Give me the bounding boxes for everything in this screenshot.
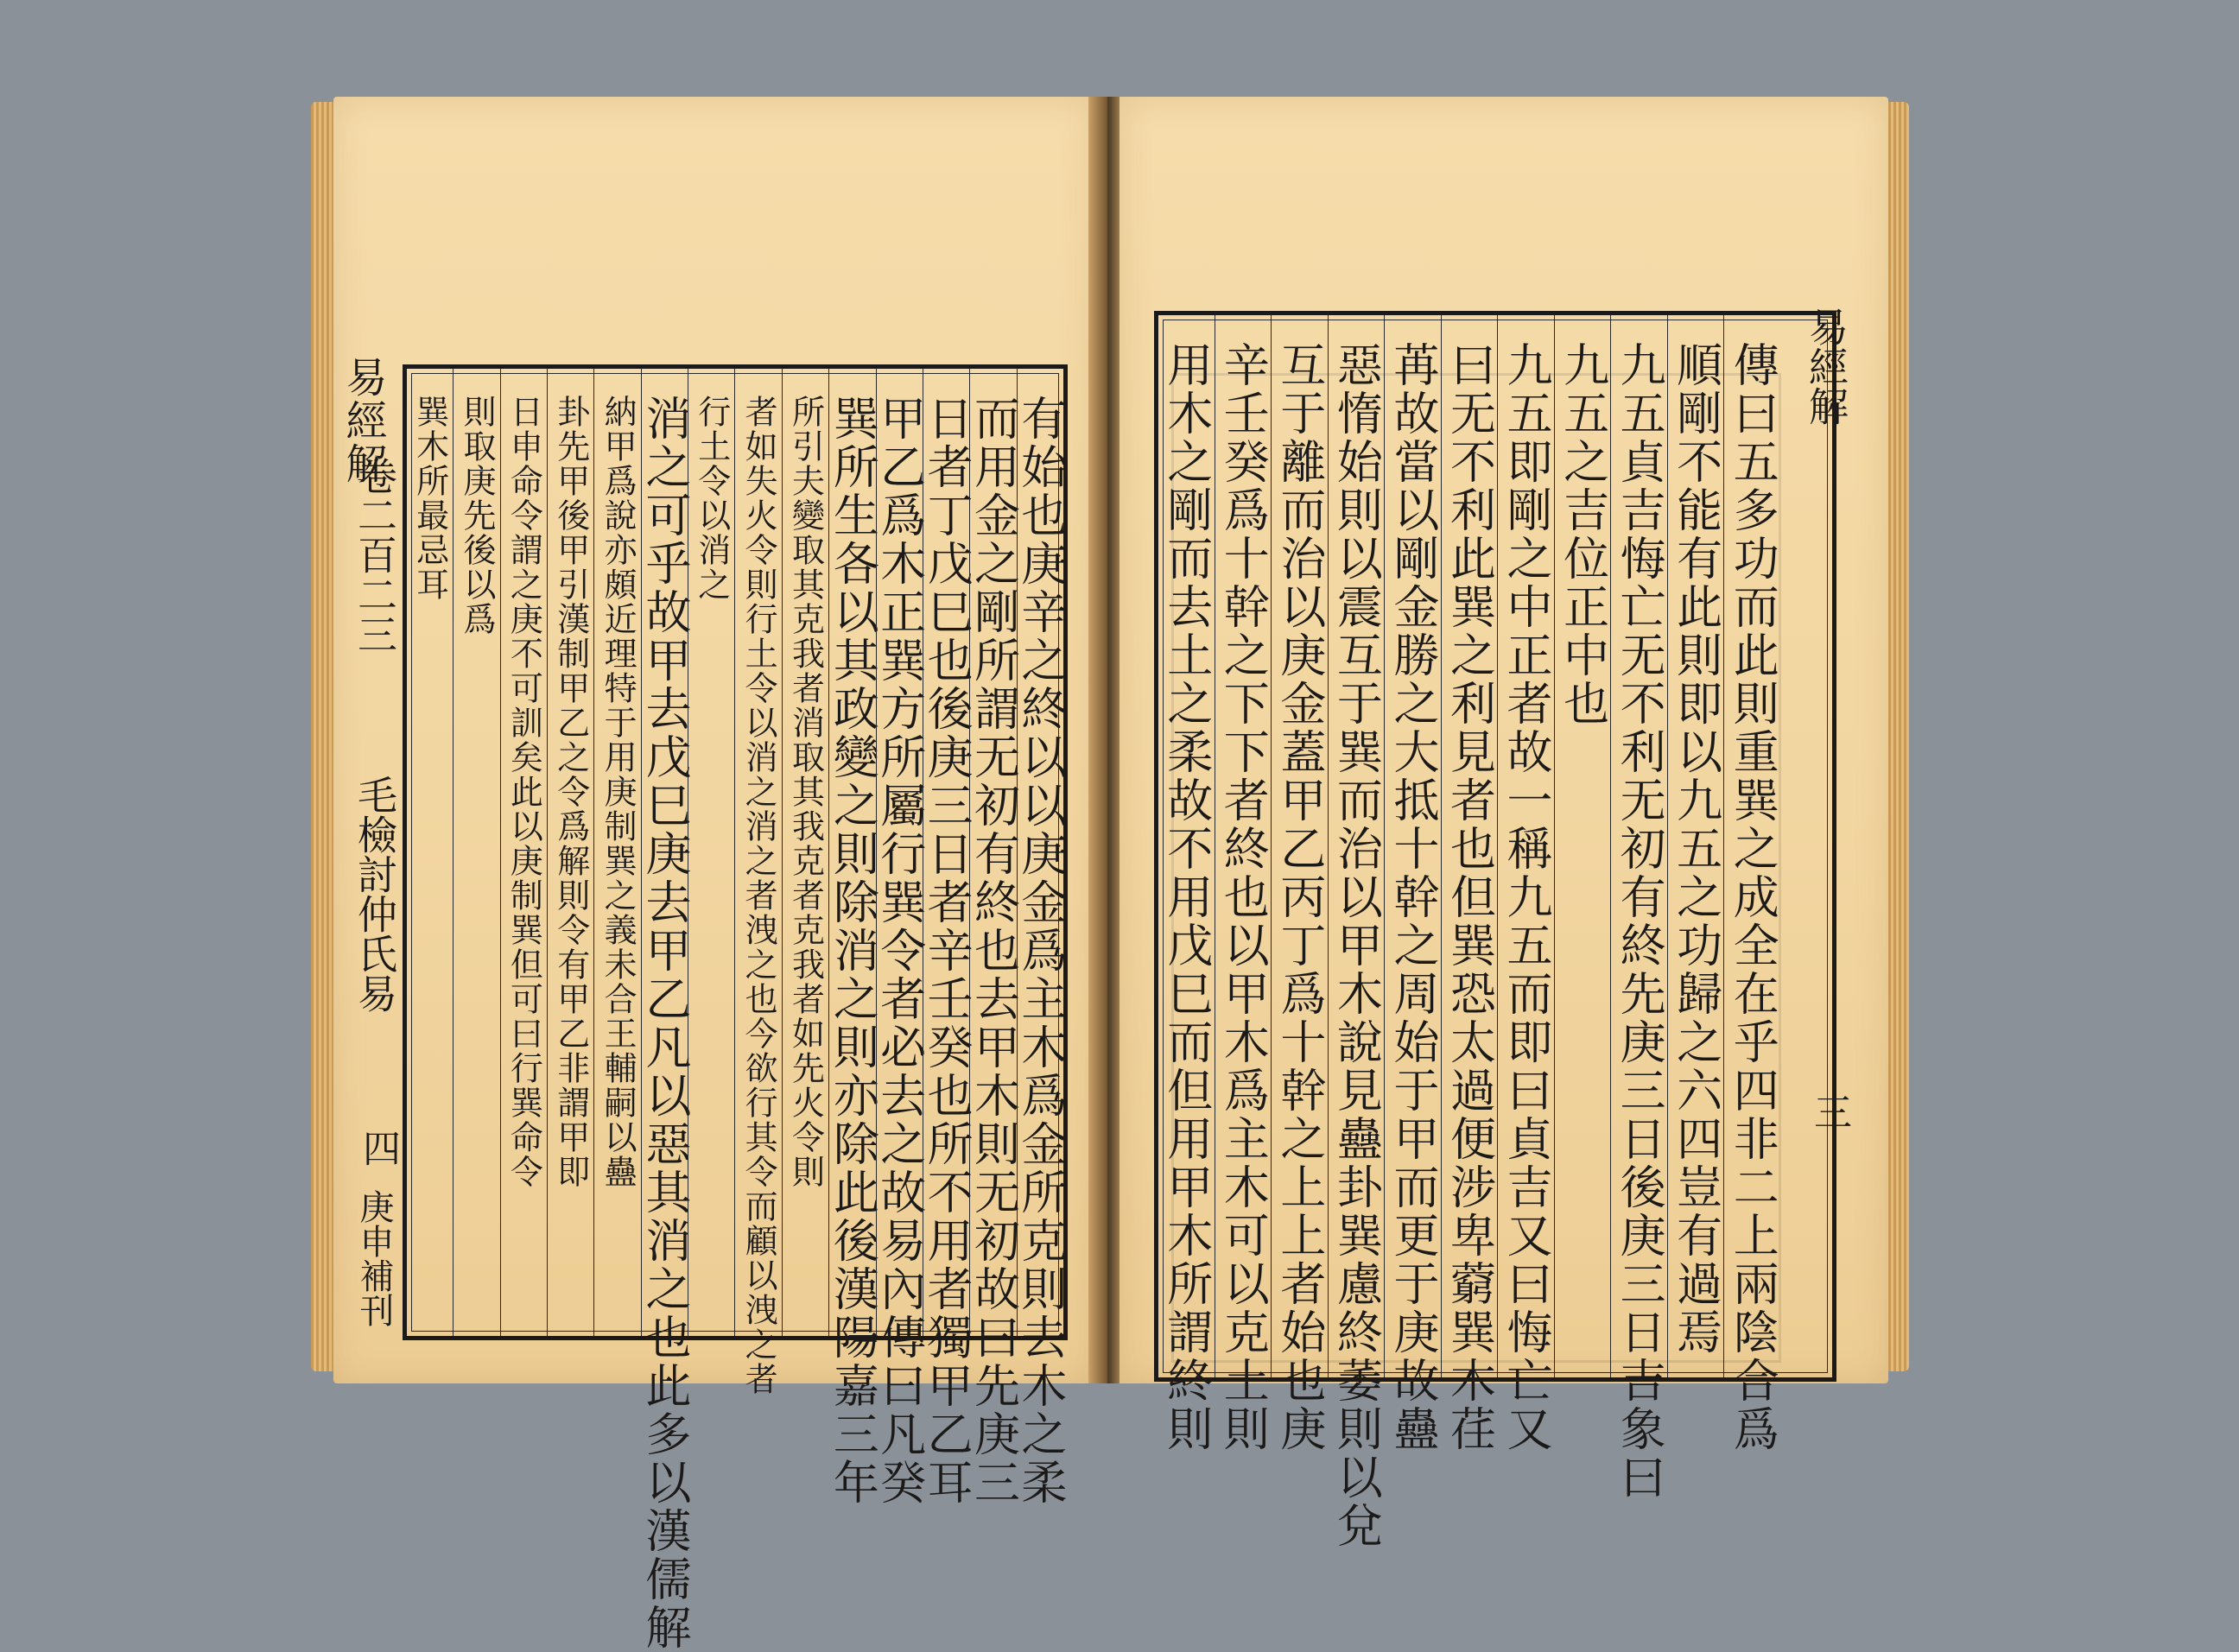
open-book <box>311 86 1909 1652</box>
text-column <box>872 369 926 1507</box>
text-column <box>1723 315 1780 1453</box>
text-column <box>547 369 593 1336</box>
text-column <box>593 369 640 1336</box>
column-text: 所引夫變取其克我者消取其我克者克我者如先火令則 <box>786 395 825 1189</box>
column-text: 用木之剛而去土之柔故不用戊巳而但用甲木所謂終則 <box>1159 341 1213 1453</box>
column-text: 九五之吉位正中也 <box>1556 341 1609 728</box>
left-volume-label: 卷二百二三 <box>352 455 398 654</box>
column-text: 曰无不利此巽之利見者也但巽恐太過便涉卑藭巽木荏 <box>1443 341 1496 1453</box>
text-column <box>1328 315 1385 1550</box>
column-text: 傳曰五多功而此則重巽之成全在乎四非二上兩陰合爲 <box>1726 341 1779 1453</box>
column-text: 九五即剛之中正者故一稱九五而即曰貞吉又曰悔亡又 <box>1500 341 1553 1453</box>
text-column <box>637 369 691 1652</box>
text-column <box>1554 315 1611 1377</box>
column-text: 日者丁戊巳也後庚三日者辛壬癸也所不用者獨甲乙耳 <box>920 395 974 1507</box>
column-text: 互于離而治以庚金蓋甲乙丙丁爲十幹之上上者始也庚 <box>1272 341 1326 1453</box>
column-text: 巽木所最忌耳 <box>410 395 449 602</box>
left-spine-title: 易經解 <box>339 356 387 485</box>
left-author-label: 毛檢討仲氏易 <box>352 775 398 1013</box>
text-column <box>782 369 828 1336</box>
right-spine-title: 易經解 <box>1803 307 1849 426</box>
text-column <box>967 369 1020 1507</box>
text-column <box>1215 315 1272 1453</box>
right-page <box>1120 97 1888 1550</box>
text-column <box>1610 315 1667 1502</box>
text-column <box>1158 315 1215 1453</box>
text-column <box>1013 369 1067 1507</box>
right-columns <box>1158 315 1780 1550</box>
text-column <box>688 369 734 1336</box>
column-text: 日申命令謂之庚不可訓矣此以庚制巽但可曰行巽命令 <box>504 395 543 1189</box>
right-page-number: 三 <box>1807 1092 1851 1130</box>
text-column <box>1271 315 1328 1453</box>
right-text-frame <box>1154 307 1851 1550</box>
column-text: 甲乙爲木正巽方所屬行巽令者必去之故易內傳曰凡癸 <box>872 395 926 1507</box>
column-text: 辛壬癸爲十幹之下下者終也以甲木爲主木可以克土則 <box>1216 341 1270 1453</box>
column-text: 順剛不能有此則即以九五之功歸之六四豈有過焉 <box>1669 341 1722 1357</box>
left-columns <box>407 369 1067 1652</box>
column-text: 則取庚先後以爲 <box>458 395 496 636</box>
text-column <box>1384 315 1441 1453</box>
text-column <box>1497 315 1554 1453</box>
text-column <box>1667 315 1724 1377</box>
text-column <box>920 369 974 1507</box>
text-column <box>500 369 547 1336</box>
column-text: 卦先甲後甲引漢制甲乙之令爲解則令有甲乙非謂甲即 <box>551 395 590 1189</box>
column-text: 苒故當以剛金勝之大抵十幹之周始于甲而更于庚故蠱 <box>1386 341 1439 1453</box>
column-text: 有始也庚辛之終以以庚金爲主木爲金所克則去木之柔 <box>1013 395 1067 1507</box>
text-column <box>826 369 879 1507</box>
text-column <box>734 369 781 1396</box>
left-footer-label: 庚申補刊 <box>354 1189 394 1327</box>
column-text: 者如失火令則行土令以消之消之者洩之也今欲行其令而顧以洩之者 <box>739 395 778 1396</box>
left-page <box>333 97 1094 1652</box>
column-text: 巽所生各以其政變之則除消之則亦除此後漢陽嘉三年 <box>826 395 879 1507</box>
column-text: 消之可乎故甲去戊巳庚去甲乙凡以惡其消之也此多以漢儒解 <box>637 395 691 1652</box>
column-text: 而用金之剛所謂无初有終也去甲木則无初故曰先庚三 <box>967 395 1020 1507</box>
column-text: 惡惰始則以震互于巽而治以甲木說見蠱卦巽慮終萎則以兌 <box>1329 341 1383 1550</box>
text-column <box>1441 315 1498 1453</box>
left-page-number: 四 <box>356 1129 400 1167</box>
column-text: 行土令以消之 <box>692 395 731 602</box>
column-text: 納甲爲說亦頗近理特于用庚制巽之義未合王輔嗣以蠱 <box>599 395 637 1189</box>
text-column <box>453 369 499 1336</box>
text-column <box>407 369 453 1336</box>
column-text: 九五貞吉悔亡无不利无初有終先庚三日後庚三日吉象曰 <box>1613 341 1666 1502</box>
